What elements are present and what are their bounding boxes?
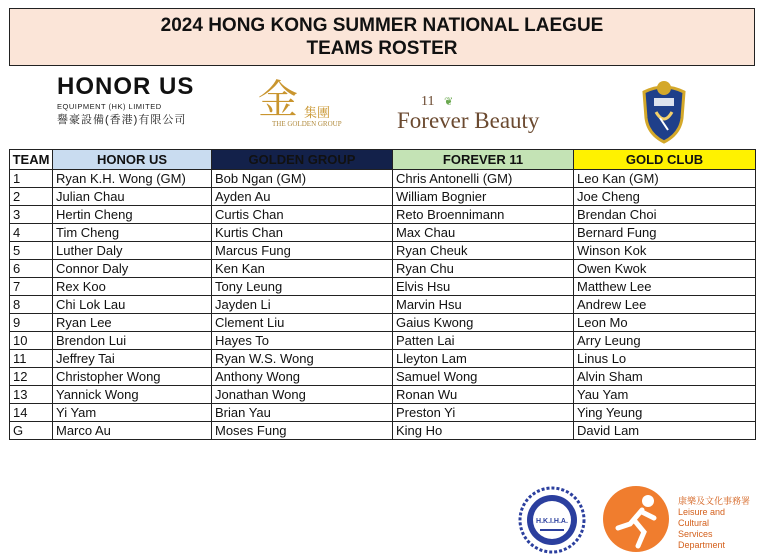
table-cell: Jayden Li <box>212 296 393 314</box>
honor-us-subtitle: EQUIPMENT (HK) LIMITED <box>57 102 162 111</box>
table-cell: Brendan Choi <box>574 206 756 224</box>
table-cell: Owen Kwok <box>574 260 756 278</box>
table-row <box>10 188 756 206</box>
golden-group-mark: 金 <box>258 77 298 123</box>
table-cell: Patten Lai <box>393 332 574 350</box>
lcsd-logo <box>602 484 756 554</box>
column-header-honor-us: HONOR US <box>53 150 212 170</box>
table-cell: Julian Chau <box>53 188 212 206</box>
page-subtitle: TEAMS ROSTER <box>306 38 458 59</box>
table-cell: Ayden Au <box>212 188 393 206</box>
table-row <box>10 332 756 350</box>
table-cell: Chris Antonelli (GM) <box>393 170 574 188</box>
table-cell: Tim Cheng <box>53 224 212 242</box>
table-cell: Marvin Hsu <box>393 296 574 314</box>
golden-group-logo <box>258 77 358 142</box>
table-cell: Clement Liu <box>212 314 393 332</box>
player-number: 1 <box>10 170 53 188</box>
table-cell: Ryan K.H. Wong (GM) <box>53 170 212 188</box>
column-header-forever-11: FOREVER 11 <box>393 150 574 170</box>
player-number: 9 <box>10 314 53 332</box>
table-cell: Kurtis Chan <box>212 224 393 242</box>
player-number: 13 <box>10 386 53 404</box>
table-cell: Leo Kan (GM) <box>574 170 756 188</box>
table-cell: Arry Leung <box>574 332 756 350</box>
table-cell: Elvis Hsu <box>393 278 574 296</box>
table-cell: Jonathan Wong <box>212 386 393 404</box>
table-cell: Ryan Lee <box>53 314 212 332</box>
table-row <box>10 422 756 440</box>
table-cell: Brian Yau <box>212 404 393 422</box>
table-cell: William Bognier <box>393 188 574 206</box>
table-cell: Preston Yi <box>393 404 574 422</box>
player-number: 12 <box>10 368 53 386</box>
table-row <box>10 278 756 296</box>
table-cell: Andrew Lee <box>574 296 756 314</box>
roster-table <box>9 149 756 440</box>
table-row <box>10 296 756 314</box>
table-row <box>10 314 756 332</box>
table-cell: Bob Ngan (GM) <box>212 170 393 188</box>
column-header-gold-club: GOLD CLUB <box>574 150 756 170</box>
column-header-team: TEAM <box>10 150 53 170</box>
table-cell: Rex Koo <box>53 278 212 296</box>
table-cell: Winson Kok <box>574 242 756 260</box>
table-cell: Yannick Wong <box>53 386 212 404</box>
forever-beauty-logo <box>397 94 577 140</box>
player-number: 11 <box>10 350 53 368</box>
player-number: 2 <box>10 188 53 206</box>
table-row <box>10 170 756 188</box>
golden-group-chinese-name: 集團 <box>304 105 331 120</box>
table-cell: Ying Yeung <box>574 404 756 422</box>
table-cell: Moses Fung <box>212 422 393 440</box>
table-cell: Ryan Cheuk <box>393 242 574 260</box>
table-cell: Connor Daly <box>53 260 212 278</box>
honor-us-wordmark: HONOR US <box>57 73 195 100</box>
table-cell: Yau Yam <box>574 386 756 404</box>
table-cell: Brendon Lui <box>53 332 212 350</box>
table-cell: Max Chau <box>393 224 574 242</box>
table-cell: Reto Broennimann <box>393 206 574 224</box>
player-number: 7 <box>10 278 53 296</box>
leaf-icon: ❦ <box>444 96 454 108</box>
table-row <box>10 386 756 404</box>
table-cell: Marcus Fung <box>212 242 393 260</box>
table-cell: Christopher Wong <box>53 368 212 386</box>
table-cell: Yi Yam <box>53 404 212 422</box>
player-number: 14 <box>10 404 53 422</box>
table-cell: Hertin Cheng <box>53 206 212 224</box>
table-cell: Ryan Chu <box>393 260 574 278</box>
hkiha-seal-text: H.K.I.H.A. <box>536 518 568 525</box>
hkiha-seal-icon <box>518 486 586 554</box>
table-cell: King Ho <box>393 422 574 440</box>
golden-group-english-name: THE GOLDEN GROUP <box>272 120 342 128</box>
lcsd-english-line1: Leisure and Cultural <box>678 507 726 528</box>
lcsd-text <box>678 496 756 551</box>
table-cell: Samuel Wong <box>393 368 574 386</box>
lcsd-runner-icon <box>602 484 674 554</box>
table-header-row <box>10 150 756 170</box>
roster-title-box <box>9 8 755 66</box>
table-cell: Hayes To <box>212 332 393 350</box>
player-number: 3 <box>10 206 53 224</box>
table-row <box>10 206 756 224</box>
table-row <box>10 368 756 386</box>
forever-number: 11 <box>421 94 435 109</box>
player-number: 5 <box>10 242 53 260</box>
honor-us-chinese-name: 譽豪設備(香港)有限公司 <box>57 114 187 126</box>
table-cell: Ryan W.S. Wong <box>212 350 393 368</box>
player-number: 6 <box>10 260 53 278</box>
player-number: G <box>10 422 53 440</box>
table-cell: Gaius Kwong <box>393 314 574 332</box>
table-cell: Tony Leung <box>212 278 393 296</box>
table-cell: Leon Mo <box>574 314 756 332</box>
honor-us-logo <box>57 73 207 144</box>
table-cell: David Lam <box>574 422 756 440</box>
table-cell: Luther Daly <box>53 242 212 260</box>
table-row <box>10 404 756 422</box>
table-cell: Marco Au <box>53 422 212 440</box>
table-row <box>10 350 756 368</box>
table-cell: Jeffrey Tai <box>53 350 212 368</box>
sponsor-logos-row <box>0 70 768 148</box>
table-cell: Bernard Fung <box>574 224 756 242</box>
table-cell: Ronan Wu <box>393 386 574 404</box>
table-cell: Linus Lo <box>574 350 756 368</box>
table-cell: Lleyton Lam <box>393 350 574 368</box>
lcsd-chinese-name: 康樂及文化事務署 <box>678 496 751 506</box>
table-row <box>10 260 756 278</box>
table-cell: Curtis Chan <box>212 206 393 224</box>
player-number: 8 <box>10 296 53 314</box>
table-row <box>10 242 756 260</box>
player-number: 4 <box>10 224 53 242</box>
lcsd-english-line2: Services Department <box>678 529 726 550</box>
table-cell: Anthony Wong <box>212 368 393 386</box>
table-cell: Alvin Sham <box>574 368 756 386</box>
gold-club-crest-icon <box>636 78 692 144</box>
table-row <box>10 224 756 242</box>
column-header-golden-group: GOLDEN GROUP <box>212 150 393 170</box>
forever-beauty-wordmark: Forever Beauty <box>397 108 540 133</box>
page-title: 2024 HONG KONG SUMMER NATIONAL LAEGUE <box>160 15 604 36</box>
table-cell: Ken Kan <box>212 260 393 278</box>
table-cell: Matthew Lee <box>574 278 756 296</box>
table-cell: Chi Lok Lau <box>53 296 212 314</box>
table-cell: Joe Cheng <box>574 188 756 206</box>
player-number: 10 <box>10 332 53 350</box>
